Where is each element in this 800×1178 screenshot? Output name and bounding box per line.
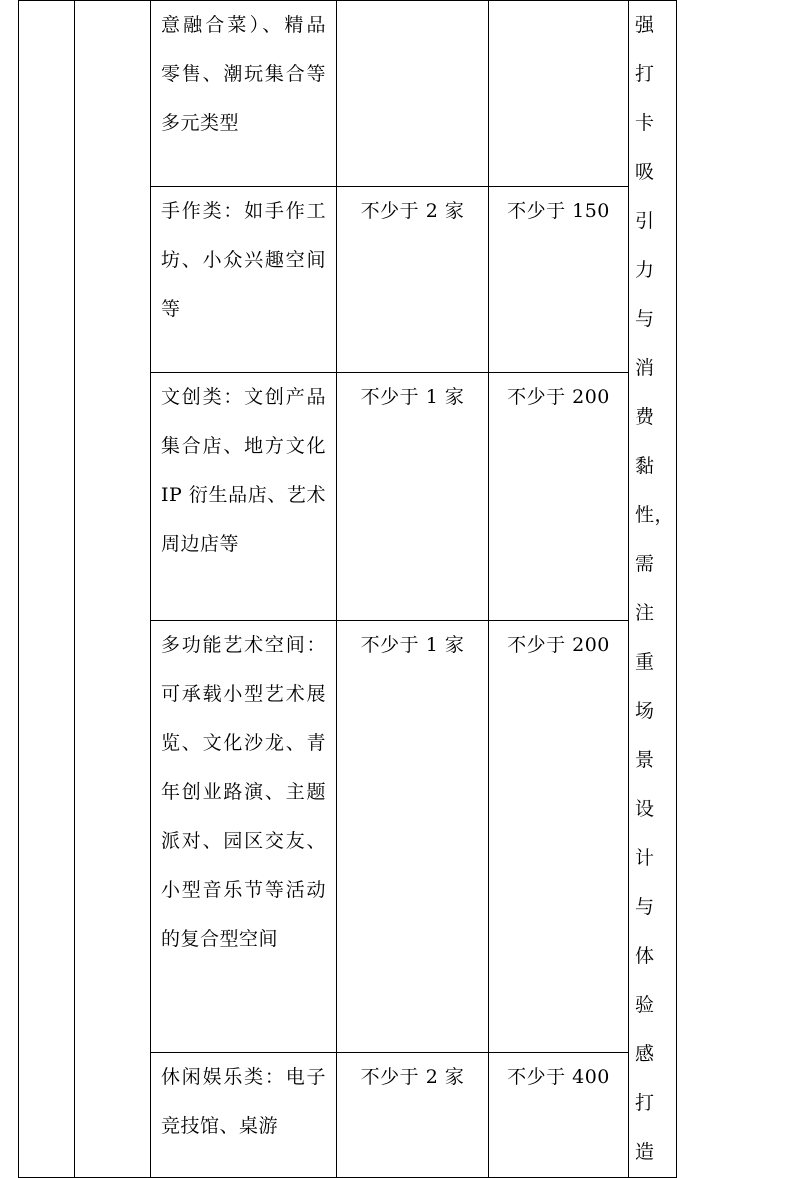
table-cell-col1-merged <box>19 1 75 1178</box>
table-cell-area <box>489 187 629 373</box>
table-cell-area <box>489 620 629 1053</box>
notes-text: 强打卡吸引力与消费黏性，需注重场景设计与体验感打造 <box>635 14 675 1163</box>
table-cell-notes-merged <box>629 1 677 1178</box>
table-cell-area <box>489 1053 629 1178</box>
area-text: 不少于 200 <box>507 633 610 656</box>
table-cell-count <box>337 187 489 373</box>
category-text: 意融合菜）、精品零售、潮玩集合等多元类型 <box>161 14 326 134</box>
count-text: 不少于 2 家 <box>360 1066 465 1089</box>
table-cell-count <box>337 1053 489 1178</box>
table-cell-area <box>489 373 629 621</box>
table-cell-count <box>337 373 489 621</box>
count-text: 不少于 1 家 <box>360 633 465 656</box>
table-row <box>19 1 677 187</box>
requirements-table <box>18 0 677 1178</box>
table-cell-category <box>151 1053 337 1178</box>
area-text: 不少于 400 <box>507 1066 610 1089</box>
count-text: 不少于 2 家 <box>360 200 465 223</box>
table-cell-category <box>151 620 337 1053</box>
category-text: 休闲娱乐类：电子竞技馆、桌游 <box>161 1066 326 1138</box>
table-cell-count <box>337 620 489 1053</box>
category-text: 文创类：文创产品集合店、地方文化 IP 衍生品店、艺术周边店等 <box>161 386 326 556</box>
table-cell-area <box>489 1 629 187</box>
count-text: 不少于 1 家 <box>360 386 465 409</box>
table-cell-col2-merged <box>75 1 151 1178</box>
table-cell-category <box>151 187 337 373</box>
table-cell-category <box>151 1 337 187</box>
area-text: 不少于 200 <box>507 386 610 409</box>
table-cell-category <box>151 373 337 621</box>
category-text: 多功能艺术空间：可承载小型艺术展览、文化沙龙、青年创业路演、主题派对、园区交友、小型音乐节等活动的复合型空间 <box>161 633 326 950</box>
table-cell-count <box>337 1 489 187</box>
area-text: 不少于 150 <box>507 200 610 223</box>
category-text: 手作类：如手作工坊、小众兴趣空间等 <box>161 200 326 321</box>
